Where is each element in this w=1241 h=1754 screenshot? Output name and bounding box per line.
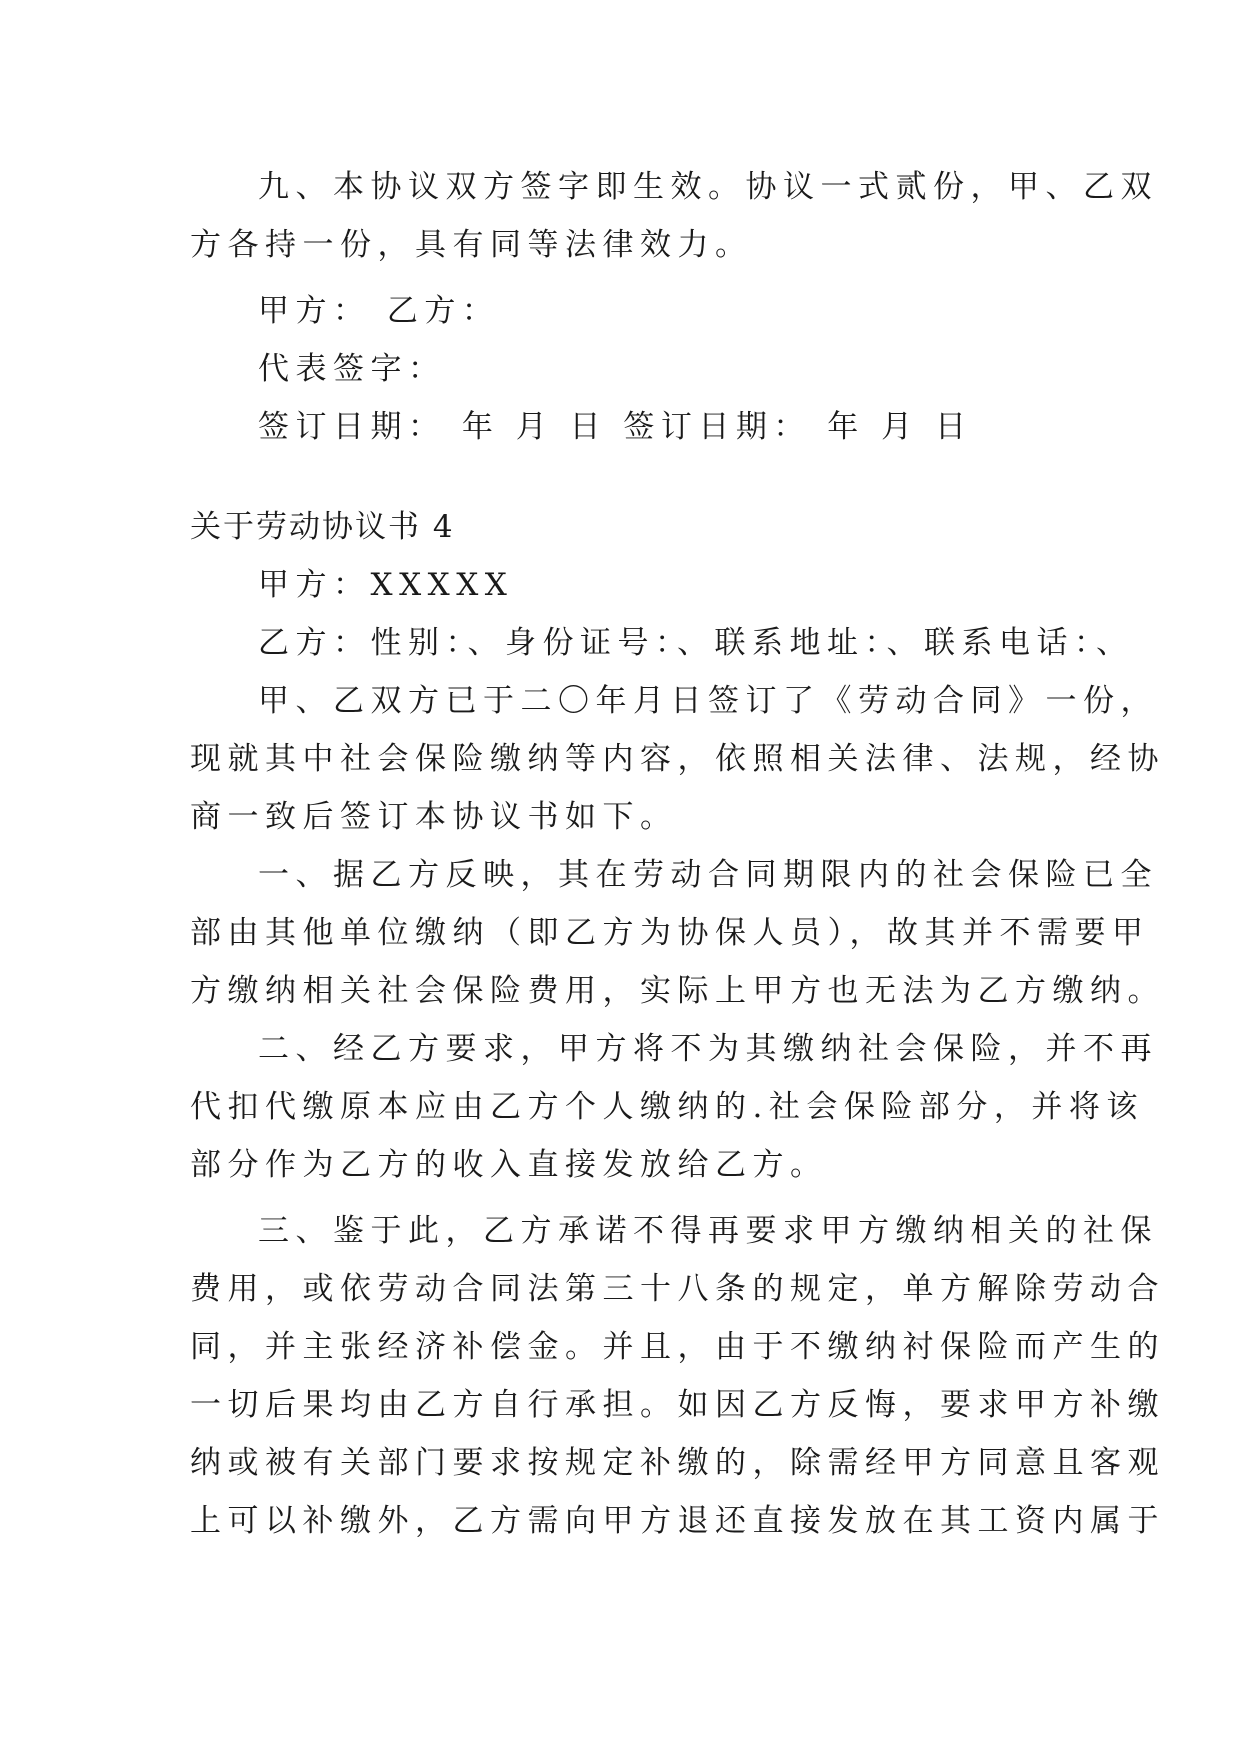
clause-two-line-2: 代扣代缴原本应由乙方个人缴纳的.社会保险部分，并将该 <box>190 1089 1144 1125</box>
party-b-info: 乙方：性别：、身份证号：、联系地址：、联系电话：、 <box>258 625 1134 661</box>
clause-nine-line-1: 九、本协议双方签字即生效。协议一式贰份，甲、乙双 <box>258 169 1158 205</box>
document-body <box>190 158 1165 1550</box>
clause-nine-line-2: 方各持一份，具有同等法律效力。 <box>190 227 753 263</box>
clause-two-line-1: 二、经乙方要求，甲方将不为其缴纳社会保险，并不再 <box>258 1031 1158 1067</box>
preamble-line-2: 现就其中社会保险缴纳等内容，依照相关法律、法规，经协 <box>190 741 1165 777</box>
signing-dates: 签订日期： 年 月 日 签订日期： 年 月 日 <box>258 409 973 445</box>
clause-three-line-1: 三、鉴于此，乙方承诺不得再要求甲方缴纳相关的社保 <box>258 1213 1158 1249</box>
party-a: 甲方：XXXXX <box>258 567 514 603</box>
clause-three-line-6: 上可以补缴外，乙方需向甲方退还直接发放在其工资内属于 <box>190 1503 1165 1539</box>
clause-three-line-4: 一切后果均由乙方自行承担。如因乙方反悔，要求甲方补缴 <box>190 1387 1165 1423</box>
clause-three-line-3: 同，并主张经济补偿金。并且，由于不缴纳衬保险而产生的 <box>190 1329 1165 1365</box>
party-labels: 甲方： 乙方： <box>258 293 500 329</box>
preamble-line-3: 商一致后签订本协议书如下。 <box>190 799 678 835</box>
representative-signature: 代表签字： <box>258 351 446 387</box>
preamble-line-1: 甲、乙双方已于二〇年月日签订了《劳动合同》一份， <box>258 683 1158 719</box>
clause-three-line-5: 纳或被有关部门要求按规定补缴的，除需经甲方同意且客观 <box>190 1445 1165 1481</box>
clause-one-line-2: 部由其他单位缴纳（即乙方为协保人员），故其并不需要甲 <box>190 915 1150 951</box>
clause-one-line-1: 一、据乙方反映，其在劳动合同期限内的社会保险已全 <box>258 857 1158 893</box>
section-title: 关于劳动协议书 4 <box>190 509 455 545</box>
clause-one-line-3: 方缴纳相关社会保险费用，实际上甲方也无法为乙方缴纳。 <box>190 973 1165 1009</box>
clause-three-line-2: 费用，或依劳动合同法第三十八条的规定，单方解除劳动合 <box>190 1271 1165 1307</box>
clause-two-line-3: 部分作为乙方的收入直接发放给乙方。 <box>190 1147 828 1183</box>
